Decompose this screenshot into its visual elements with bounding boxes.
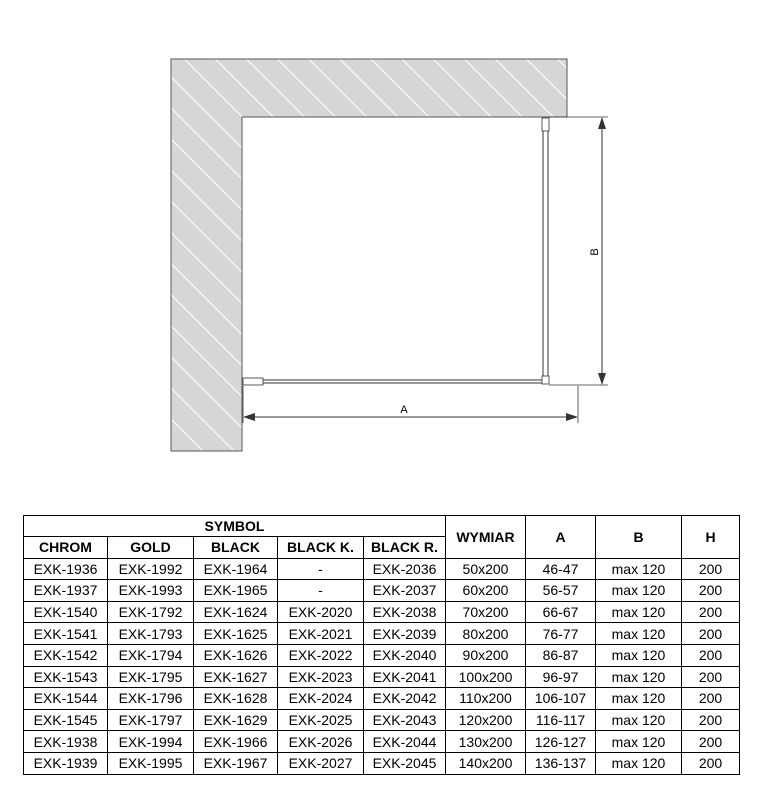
cell-a: 106-107 bbox=[526, 688, 596, 710]
cell-a: 86-87 bbox=[526, 644, 596, 666]
cell-wymiar: 100x200 bbox=[446, 666, 526, 688]
col-header-black-k: BLACK K. bbox=[278, 537, 364, 559]
cell-black-k: EXK-2020 bbox=[278, 601, 364, 623]
cell-black-k: EXK-2023 bbox=[278, 666, 364, 688]
col-header-b: B bbox=[596, 516, 682, 559]
cell-black-r: EXK-2037 bbox=[364, 580, 446, 602]
table-row bbox=[24, 623, 740, 645]
cell-h: 200 bbox=[682, 580, 740, 602]
cell-wymiar: 90x200 bbox=[446, 644, 526, 666]
col-header-gold: GOLD bbox=[108, 537, 194, 559]
cell-h: 200 bbox=[682, 601, 740, 623]
cell-black-k: - bbox=[278, 558, 364, 580]
cell-b: max 120 bbox=[596, 558, 682, 580]
cell-black-k: EXK-2026 bbox=[278, 731, 364, 753]
cell-black: EXK-1964 bbox=[194, 558, 278, 580]
dimension-b bbox=[549, 117, 608, 385]
cell-wymiar: 50x200 bbox=[446, 558, 526, 580]
cell-b: max 120 bbox=[596, 580, 682, 602]
cell-a: 46-47 bbox=[526, 558, 596, 580]
cell-chrom: EXK-1540 bbox=[24, 601, 108, 623]
table-row bbox=[24, 580, 740, 602]
table-row bbox=[24, 709, 740, 731]
cell-a: 126-127 bbox=[526, 731, 596, 753]
table-row bbox=[24, 731, 740, 753]
cell-black-k: EXK-2024 bbox=[278, 688, 364, 710]
cell-chrom: EXK-1543 bbox=[24, 666, 108, 688]
cell-h: 200 bbox=[682, 752, 740, 774]
cell-chrom: EXK-1939 bbox=[24, 752, 108, 774]
cell-black: EXK-1628 bbox=[194, 688, 278, 710]
cell-a: 56-57 bbox=[526, 580, 596, 602]
cell-b: max 120 bbox=[596, 752, 682, 774]
cell-chrom: EXK-1544 bbox=[24, 688, 108, 710]
cell-black-r: EXK-2038 bbox=[364, 601, 446, 623]
cell-wymiar: 130x200 bbox=[446, 731, 526, 753]
dimension-b-label: B bbox=[589, 248, 601, 256]
cell-wymiar: 140x200 bbox=[446, 752, 526, 774]
cell-black-r: EXK-2036 bbox=[364, 558, 446, 580]
cell-gold: EXK-1794 bbox=[108, 644, 194, 666]
cell-black-r: EXK-2041 bbox=[364, 666, 446, 688]
cell-black-k: EXK-2022 bbox=[278, 644, 364, 666]
symbol-group-header: SYMBOL bbox=[24, 516, 446, 537]
cell-gold: EXK-1792 bbox=[108, 601, 194, 623]
cell-black: EXK-1629 bbox=[194, 709, 278, 731]
cell-chrom: EXK-1938 bbox=[24, 731, 108, 753]
cell-b: max 120 bbox=[596, 709, 682, 731]
col-header-black: BLACK bbox=[194, 537, 278, 559]
cell-black-r: EXK-2040 bbox=[364, 644, 446, 666]
table-row bbox=[24, 688, 740, 710]
col-header-black-r: BLACK R. bbox=[364, 537, 446, 559]
cell-wymiar: 70x200 bbox=[446, 601, 526, 623]
cell-gold: EXK-1995 bbox=[108, 752, 194, 774]
cell-b: max 120 bbox=[596, 623, 682, 645]
cell-b: max 120 bbox=[596, 644, 682, 666]
cell-chrom: EXK-1937 bbox=[24, 580, 108, 602]
cell-h: 200 bbox=[682, 731, 740, 753]
cell-chrom: EXK-1545 bbox=[24, 709, 108, 731]
cell-h: 200 bbox=[682, 688, 740, 710]
cell-a: 136-137 bbox=[526, 752, 596, 774]
cell-h: 200 bbox=[682, 558, 740, 580]
spec-table-body bbox=[24, 558, 740, 774]
cell-black: EXK-1624 bbox=[194, 601, 278, 623]
cell-black-r: EXK-2042 bbox=[364, 688, 446, 710]
cell-a: 66-67 bbox=[526, 601, 596, 623]
cell-black-k: EXK-2025 bbox=[278, 709, 364, 731]
cell-chrom: EXK-1936 bbox=[24, 558, 108, 580]
cell-black: EXK-1967 bbox=[194, 752, 278, 774]
cell-gold: EXK-1994 bbox=[108, 731, 194, 753]
glass-panel-right bbox=[542, 118, 549, 384]
cell-wymiar: 60x200 bbox=[446, 580, 526, 602]
cell-gold: EXK-1793 bbox=[108, 623, 194, 645]
cell-a: 96-97 bbox=[526, 666, 596, 688]
cell-b: max 120 bbox=[596, 601, 682, 623]
cell-black-r: EXK-2044 bbox=[364, 731, 446, 753]
wall-hatched bbox=[171, 59, 567, 451]
cell-gold: EXK-1993 bbox=[108, 580, 194, 602]
cell-black-k: EXK-2027 bbox=[278, 752, 364, 774]
cell-gold: EXK-1796 bbox=[108, 688, 194, 710]
cell-h: 200 bbox=[682, 644, 740, 666]
cell-black: EXK-1627 bbox=[194, 666, 278, 688]
cell-black: EXK-1966 bbox=[194, 731, 278, 753]
col-header-wymiar: WYMIAR bbox=[446, 516, 526, 559]
cell-black-r: EXK-2043 bbox=[364, 709, 446, 731]
table-row bbox=[24, 666, 740, 688]
cell-b: max 120 bbox=[596, 731, 682, 753]
cell-black-r: EXK-2045 bbox=[364, 752, 446, 774]
cell-black: EXK-1626 bbox=[194, 644, 278, 666]
glass-panel-bottom bbox=[243, 378, 546, 385]
cell-chrom: EXK-1541 bbox=[24, 623, 108, 645]
dimension-a bbox=[243, 386, 578, 423]
cell-wymiar: 110x200 bbox=[446, 688, 526, 710]
cell-black: EXK-1965 bbox=[194, 580, 278, 602]
cell-b: max 120 bbox=[596, 666, 682, 688]
col-header-h: H bbox=[682, 516, 740, 559]
table-row bbox=[24, 601, 740, 623]
cell-gold: EXK-1797 bbox=[108, 709, 194, 731]
cell-black: EXK-1625 bbox=[194, 623, 278, 645]
cell-black-k: EXK-2021 bbox=[278, 623, 364, 645]
cell-a: 76-77 bbox=[526, 623, 596, 645]
product-spec-table bbox=[23, 515, 740, 775]
table-row bbox=[24, 752, 740, 774]
dimension-a-label: A bbox=[400, 404, 408, 416]
col-header-chrom: CHROM bbox=[24, 537, 108, 559]
cell-h: 200 bbox=[682, 623, 740, 645]
cell-gold: EXK-1795 bbox=[108, 666, 194, 688]
cell-wymiar: 120x200 bbox=[446, 709, 526, 731]
cell-black-k: - bbox=[278, 580, 364, 602]
cell-a: 116-117 bbox=[526, 709, 596, 731]
col-header-a: A bbox=[526, 516, 596, 559]
table-row bbox=[24, 644, 740, 666]
cell-wymiar: 80x200 bbox=[446, 623, 526, 645]
cell-h: 200 bbox=[682, 709, 740, 731]
table-row bbox=[24, 558, 740, 580]
cell-black-r: EXK-2039 bbox=[364, 623, 446, 645]
cell-b: max 120 bbox=[596, 688, 682, 710]
cell-chrom: EXK-1542 bbox=[24, 644, 108, 666]
cell-h: 200 bbox=[682, 666, 740, 688]
cell-gold: EXK-1992 bbox=[108, 558, 194, 580]
